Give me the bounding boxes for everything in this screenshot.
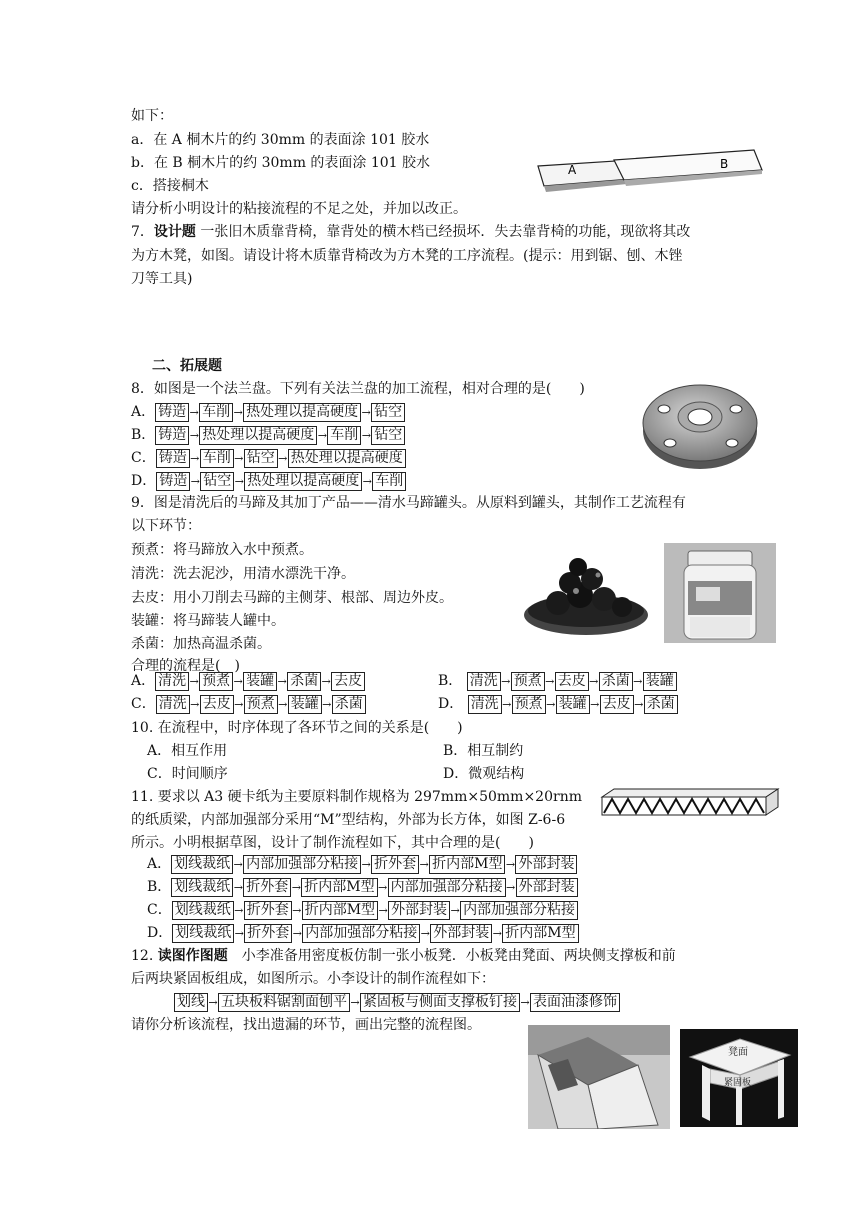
q9-step: 预煮：将马蹄放入水中预煮。 [131, 542, 313, 558]
q12-line1: 12. 读图作图题 小李准备用密度板仿制一张小板凳．小板凳由凳面、两块侧支撑板和前 [131, 948, 676, 964]
ask-line: 请分析小明设计的粘接流程的不足之处，并加以改正。 [131, 201, 467, 217]
q9-line2: 以下环节： [131, 518, 201, 534]
q8-option: B． 铸造 → 热处理以提高硬度 → 车削 → 钻空 [131, 425, 405, 446]
q9-option: C． 清洗 → 去皮 → 预煮 → 装罐 → 杀菌 [131, 694, 366, 715]
q7-line1: 7．设计题 一张旧木质靠背椅，靠背处的横木档已经损坏．失去靠背椅的功能，现欲将其改 [131, 224, 691, 240]
q9-step: 去皮：用小刀削去马蹄的主侧芽、根部、周边外皮。 [131, 590, 453, 606]
q12-line2: 后两块紧固板组成，如图所示。小李设计的制作流程如下： [131, 971, 495, 987]
q10-option-c: C．时间顺序 [147, 766, 228, 782]
label-a: A [568, 163, 577, 177]
step-b: b．在 B 桐木片的约 30mm 的表面涂 101 胶水 [131, 155, 431, 171]
water-chestnut-photo [518, 545, 656, 641]
q10-option-d: D．微观结构 [443, 766, 525, 782]
q10-option-a: A．相互作用 [147, 743, 228, 759]
q9-line1: 9．图是清洗后的马蹄及其加丁产品——清水马蹄罐头。从原料到罐头，其制作工艺流程有 [131, 495, 686, 511]
q9-option: D． 清洗 → 预煮 → 装罐 → 去皮 → 杀菌 [438, 694, 678, 715]
q8-stem: 8．如图是一个法兰盘。下列有关法兰盘的加工流程，相对合理的是( ) [131, 381, 585, 397]
board-photo [528, 1025, 670, 1129]
label-fastener: 紧固板 [724, 1078, 752, 1088]
q11-option: A． 划线裁纸 → 内部加强部分粘接 → 折外套 → 折内部M型 → 外部封装 [147, 854, 577, 875]
canned-product-photo [664, 543, 776, 643]
step-c: c．搭接桐木 [131, 178, 209, 194]
q8-option: A． 铸造 → 车削 → 热处理以提高硬度 → 钻空 [131, 402, 405, 423]
q11-option: D． 划线裁纸 → 折外套 → 内部加强部分粘接 → 外部封装 → 折内部M型 [147, 923, 579, 944]
wood-strips-figure [532, 146, 768, 198]
paper-beam-figure [600, 785, 782, 819]
q11-line1: 11. 要求以 A3 硬卡纸为主要原料制作规格为 297mm×50mm×20rnm [131, 789, 582, 805]
label-b: B [720, 157, 729, 171]
q9-option: A． 清洗 → 预煮 → 装罐 → 杀菌 → 去皮 [131, 671, 365, 692]
q8-option: D． 铸造 → 钻空 → 热处理以提高硬度 → 车削 [131, 471, 406, 492]
flange-photo [640, 373, 760, 473]
q9-option: B． 清洗 → 预煮 → 去皮 → 杀菌 → 装罐 [438, 671, 677, 692]
q11-option: B． 划线裁纸 → 折外套 → 折内部M型 → 内部加强部分粘接 → 外部封装 [147, 877, 578, 898]
q8-option: C． 铸造 → 车削 → 钻空 → 热处理以提高硬度 [131, 448, 406, 469]
q12-ask: 请你分析该流程，找出遗漏的环节，画出完整的流程图。 [131, 1017, 481, 1033]
q9-step: 清洗：洗去泥沙，用清水漂洗干净。 [131, 566, 355, 582]
step-a: a．在 A 桐木片的约 30mm 的表面涂 101 胶水 [131, 132, 430, 148]
q12-flow: 划线 → 五块板料锯割面刨平 → 紧固板与侧面支撑板钉接 → 表面油漆修饰 [174, 992, 620, 1013]
q9-step: 杀菌：加热高温杀菌。 [131, 636, 271, 652]
q7-line3: 刀等工具) [131, 271, 193, 287]
q11-line3: 所示。小明根据草图，设计了制作流程如下，其中合理的是( ) [131, 835, 534, 851]
q7-line2: 为方木凳，如图。请设计将木质靠背椅改为方木凳的工序流程。(提示：用到锯、刨、木锉 [131, 248, 683, 264]
intro-line: 如下： [131, 108, 173, 124]
q9-ask: 合理的流程是( ) [131, 658, 240, 674]
section-heading: 二、拓展题 [152, 358, 222, 374]
q11-line2: 的纸质梁，内部加强部分采用“M”型结构，外部为长方体，如图 Z-6-6 [131, 812, 566, 828]
q10-stem: 10. 在流程中，时序体现了各环节之间的关系是( ) [131, 720, 463, 736]
q9-step: 装罐：将马蹄装人罐中。 [131, 613, 285, 629]
q11-option: C． 划线裁纸 → 折外套 → 折内部M型 → 外部封装 → 内部加强部分粘接 [147, 900, 578, 921]
stool-photo [680, 1029, 798, 1127]
label-seat: 凳面 [728, 1047, 748, 1058]
q10-option-b: B．相互制约 [443, 743, 524, 759]
